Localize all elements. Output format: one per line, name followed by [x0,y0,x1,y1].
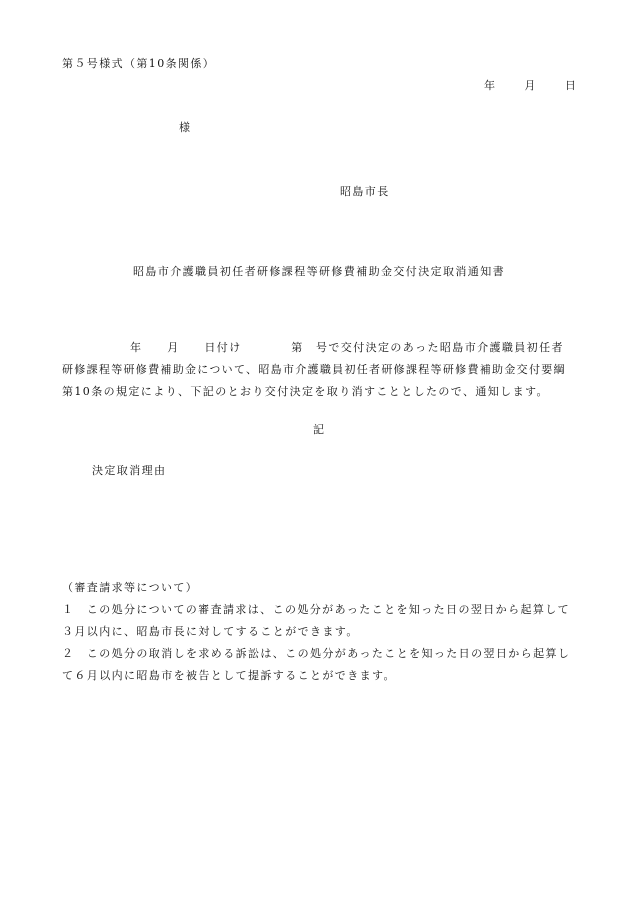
issuer: 昭島市長 [340,185,390,198]
form-label: 第５号様式（第10条関係） [62,57,216,70]
date-month: 月 [524,79,537,92]
reason-label: 決定取消理由 [92,464,167,477]
body-line-3: 第10条の規定により、下記のとおり交付決定を取り消すこととしたので、通知します。 [62,385,549,398]
date-year: 年 [484,79,497,92]
addressee-suffix: 様 [179,121,192,134]
appeal-line-2: ３月以内に、昭島市長に対してすることができます。 [62,625,359,638]
date-line [484,79,577,93]
body-line-2: 研修課程等研修費補助金について、昭島市介護職員初任者研修課程等研修費補助金交付要綱 [62,363,566,376]
document-title: 昭島市介護職員初任者研修課程等研修費補助金交付決定取消通知書 [133,265,505,278]
body-line-1: 年 月 日付け 第 号で交付決定のあった昭島市介護職員初任者 [130,341,564,354]
appeal-line-3: ２ この処分の取消しを求める訴訟は、この処分があったことを知った日の翌日から起算し [62,647,571,660]
appeal-line-1: １ この処分についての審査請求は、この処分があったことを知った日の翌日から起算して [62,603,571,616]
appeal-heading: （審査請求等について） [62,581,199,594]
appeal-line-4: て６月以内に昭島市を被告として提訴することができます。 [62,669,396,682]
ki-heading: 記 [313,423,326,436]
date-day: 日 [564,79,578,92]
